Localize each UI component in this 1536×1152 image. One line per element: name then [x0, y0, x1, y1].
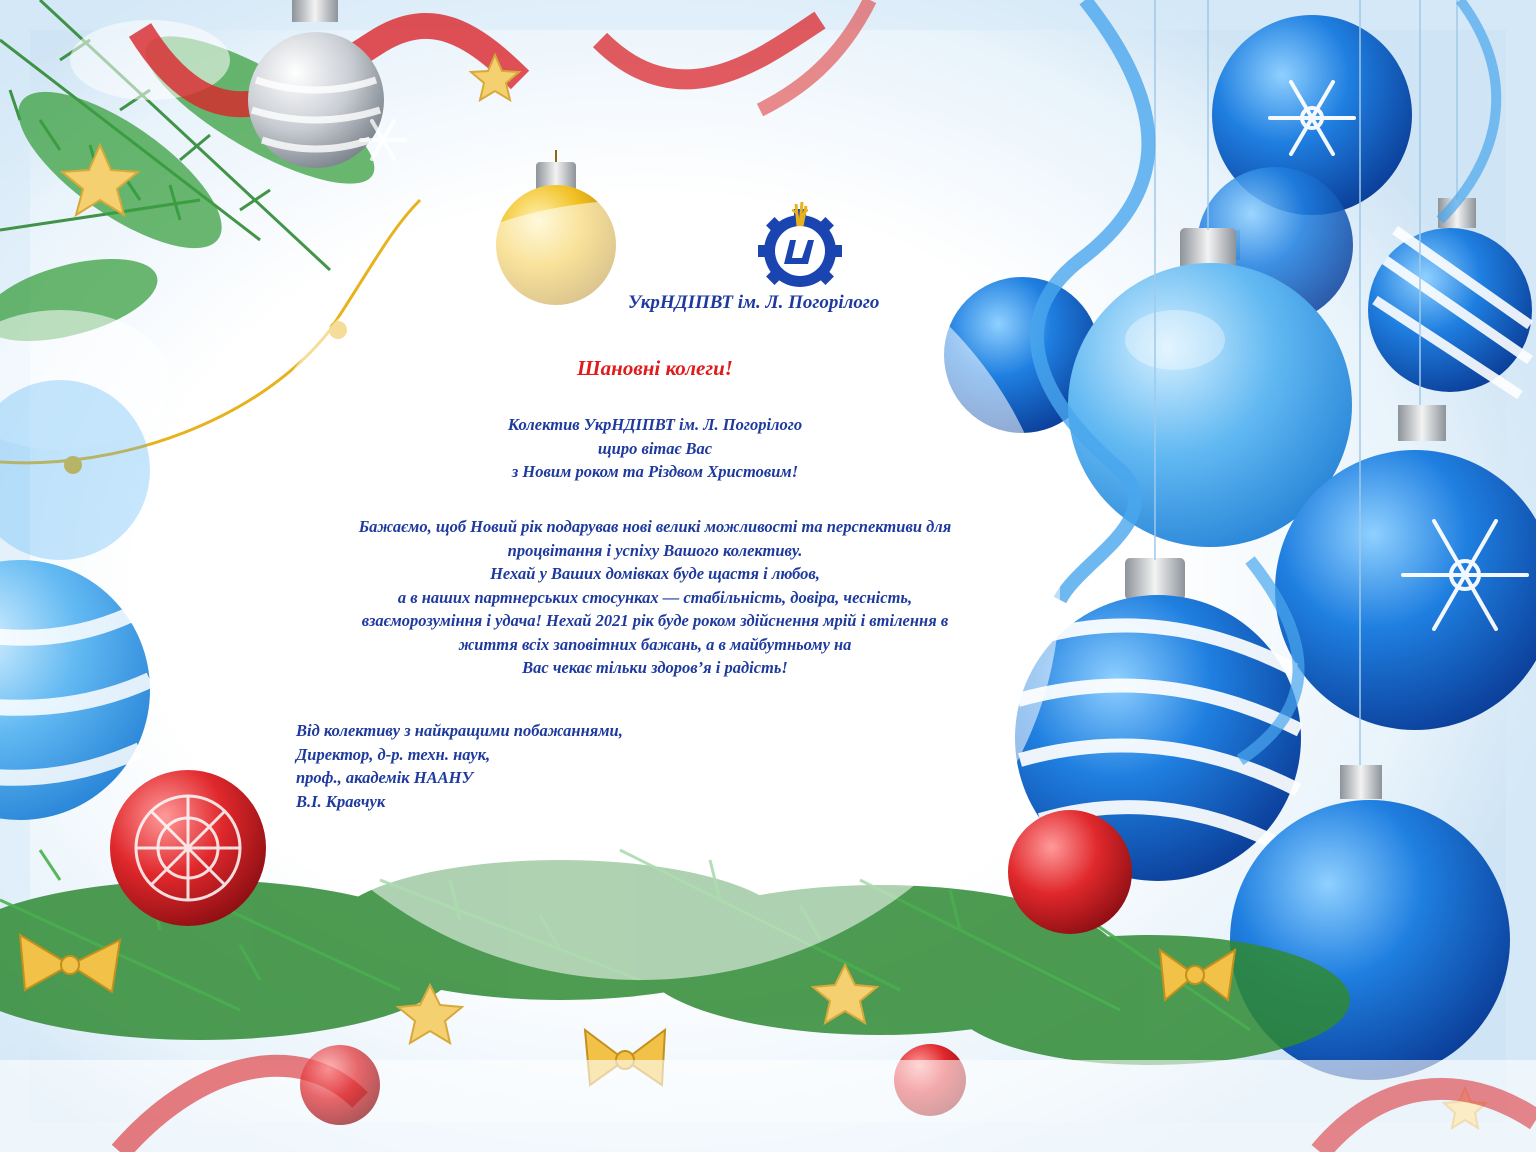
congrats-line: щиро вітає Вас [597, 438, 713, 458]
organization-name: УкрНДІПВТ ім. Л. Погорілого [628, 292, 880, 313]
wish-line: процвітання і успіху Вашого колективу. [507, 540, 803, 560]
wish-line: Бажаємо, щоб Новий рік подарував нові великі можливості та перспективи для [358, 517, 952, 536]
wish-line: життя всіх заповітних бажань, а в майбутньому на [458, 634, 852, 654]
congratulation-block [150, 413, 1160, 484]
congrats-line: з Новим роком та Різдвом Христовим! [511, 462, 799, 481]
wish-line: взаєморозуміння і удача! Нехай 2021 рік буде роком здійснення мрій і втілення в [361, 611, 949, 630]
signature-line: Від колективу з найкращими побажаннями, [296, 721, 623, 740]
wishes-block [150, 515, 1160, 680]
wish-line: а в наших партнерських стосунках — стабільність, довіра, чесність, [397, 587, 913, 607]
signature-line: проф., академік НААНУ [296, 768, 473, 787]
signature-line: В.І. Кравчук [296, 791, 386, 811]
signature-line: Директор, д-р. техн. наук, [296, 744, 491, 764]
institute-logo-gear-icon [750, 196, 850, 296]
wish-line: Вас чекає тільки здоров’я і радість! [522, 658, 788, 677]
greeting-heading: Шановні колеги! [577, 356, 733, 380]
signature-block [296, 719, 623, 813]
congrats-line: Колектив УкрНДІПВТ ім. Л. Погорілого [507, 415, 803, 434]
wish-line: Нехай у Ваших домівках буде щастя і любов, [490, 564, 820, 583]
